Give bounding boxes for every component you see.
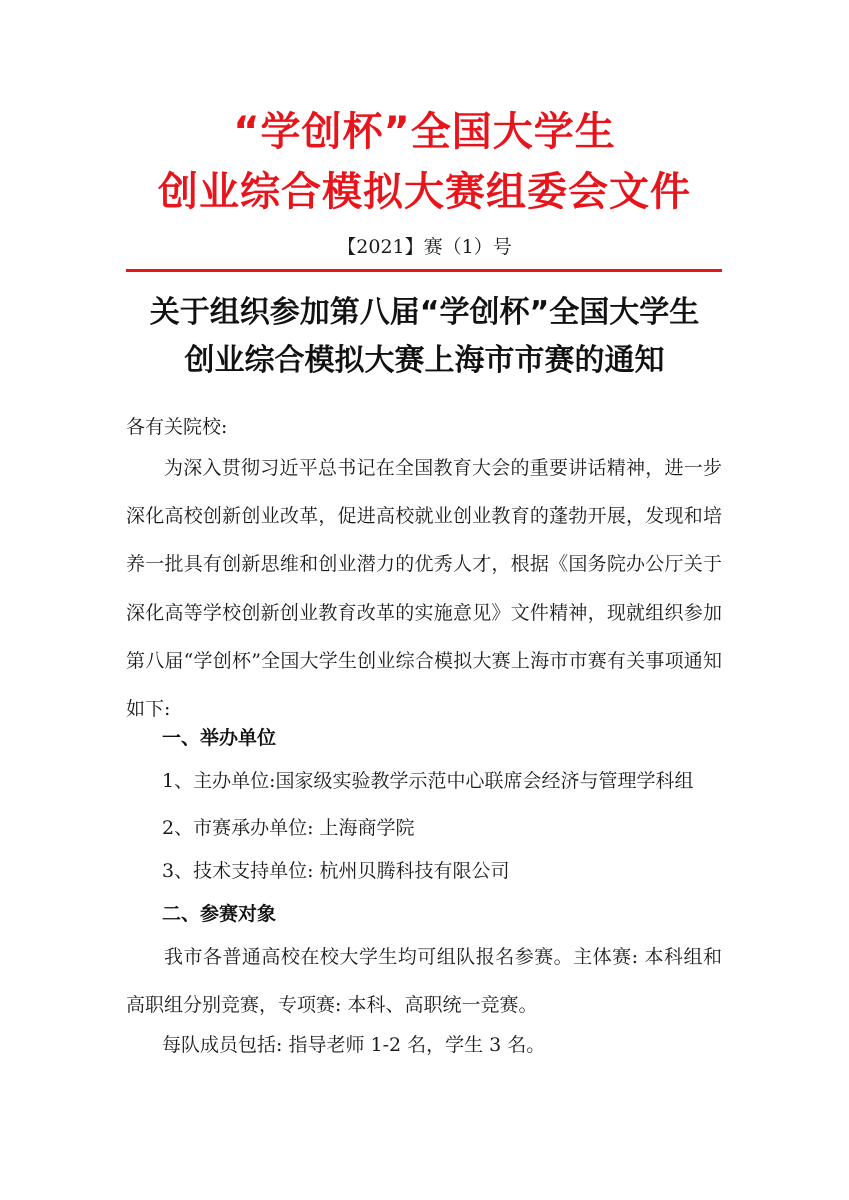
- participants-paragraph: 我市各普通高校在校大学生均可组队报名参赛。主体赛: 本科组和高职组分别竞赛，专项赛: 本科、高职统一竞赛。: [126, 946, 722, 1017]
- issuer-title-line-1: “学创杯”全国大学生: [233, 109, 616, 155]
- organizer-item-3: 3、技术支持单位: 杭州贝腾科技有限公司: [162, 860, 510, 882]
- issuer-title-line-2: 创业综合模拟大赛组委会文件: [158, 169, 691, 215]
- salutation: 各有关院校:: [126, 416, 228, 438]
- document-number: 【2021】赛（1）号: [337, 236, 512, 258]
- red-divider-line: [126, 269, 722, 272]
- organizer-item-1: 1、主办单位:国家级实验教学示范中心联席会经济与管理学科组: [162, 770, 694, 792]
- organizer-item-2: 2、市赛承办单位: 上海商学院: [162, 817, 415, 839]
- intro-paragraph: 为深入贯彻习近平总书记在全国教育大会的重要讲话精神，进一步深化高校创新创业改革，促进高校就业创业教育的蓬勃开展，发现和培养一批具有创新思维和创业潜力的优秀人才，根据《国务院办公厅关于深化高等学校创新创业教育改革的实施意见》文件精神，现就组织参加第八届“学创杯”全国大学生创业综合模拟大赛上海市市赛有关事项通知如下:: [126, 457, 722, 721]
- team-member-note: 每队成员包括: 指导老师 1-2 名，学生 3 名。: [162, 1034, 546, 1056]
- section-heading-participants: 二、参赛对象: [162, 903, 277, 925]
- notice-title-line-1: 关于组织参加第八届“学创杯”全国大学生: [149, 295, 700, 330]
- notice-title-line-2: 创业综合模拟大赛上海市市赛的通知: [184, 343, 665, 378]
- section-heading-organizers: 一、举办单位: [162, 727, 277, 749]
